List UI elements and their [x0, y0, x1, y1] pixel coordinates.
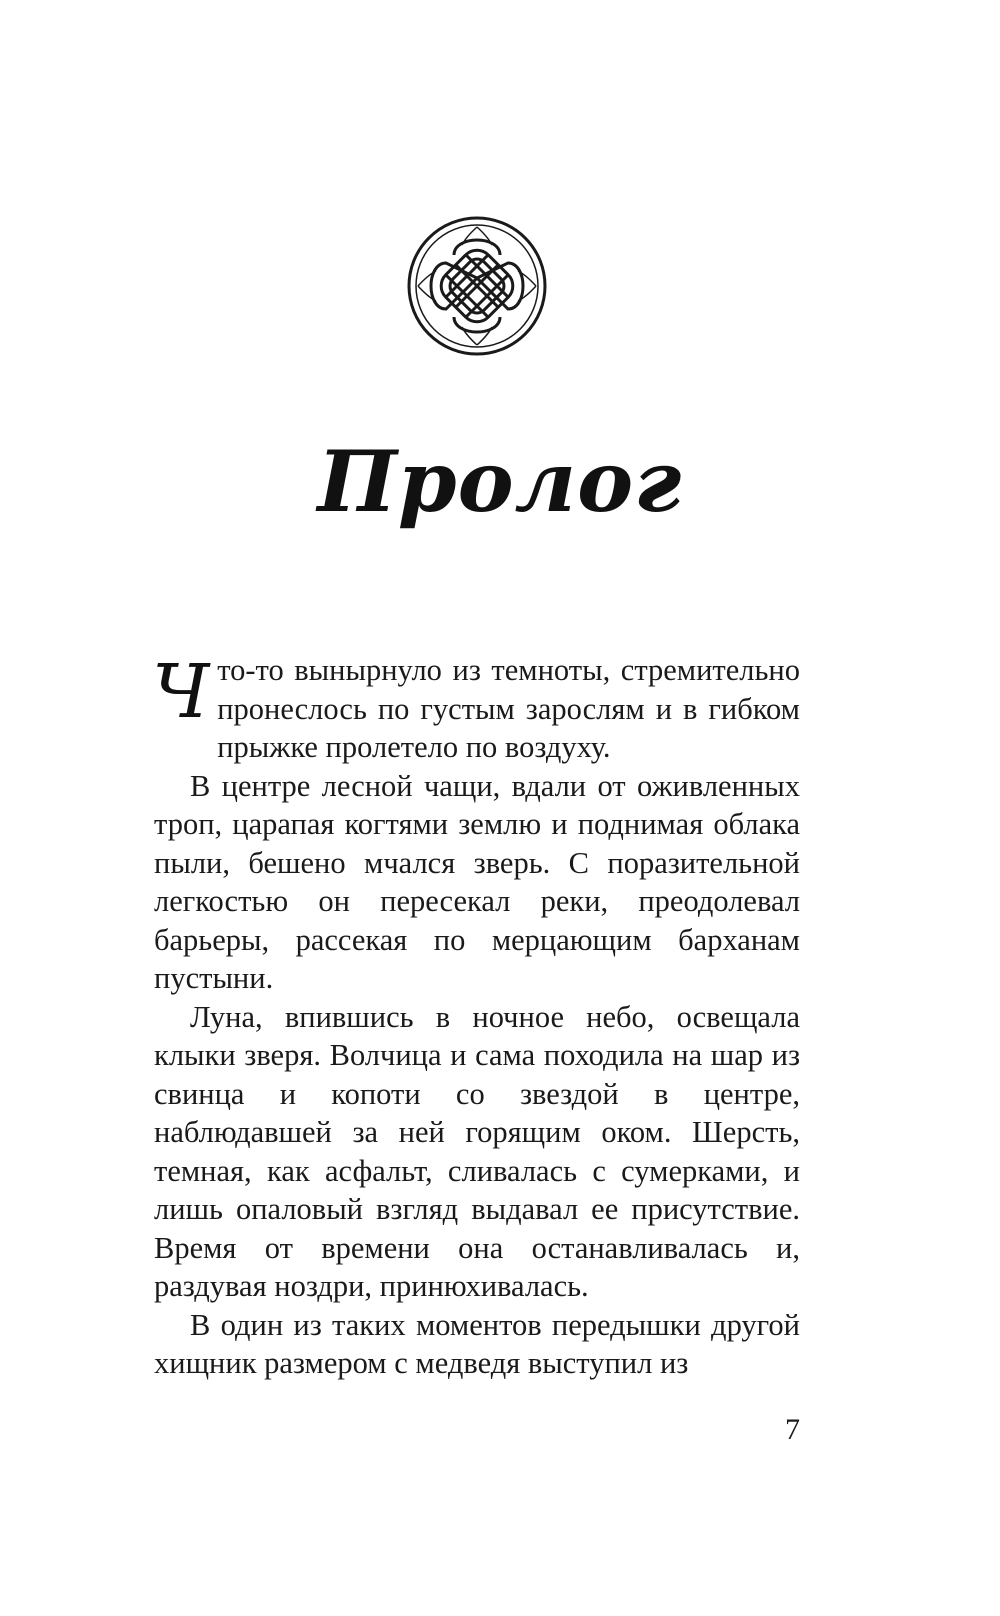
drop-cap: Ч	[152, 649, 210, 735]
chapter-ornament-icon	[406, 215, 548, 357]
page-number: 7	[785, 1413, 800, 1446]
chapter-title: Пролог	[317, 432, 683, 531]
body-text	[154, 651, 800, 1383]
paragraph	[154, 651, 800, 767]
paragraph: В центре лесной чащи, вдали от оживленных троп, царапая когтями землю и поднимая облака пыли, бешено мчался зверь. С поразительной легкостью он пересекал реки, преодолевал барьеры, рассекая по мерцающим барханам пустыни.	[154, 768, 800, 995]
paragraph: Луна, впившись в ночное небо, освещала клыки зверя. Волчица и сама походила на шар из свинца и копоти со звездой в центре, наблюдавшей за ней горящим оком. Шерсть, темная, как асфальт, сливалась с сумерками, и лишь опаловый взгляд выдавал ее присутствие. Время от времени она останавливалась и, раздувая ноздри, принюхивалась.	[154, 999, 800, 1303]
paragraph: В один из таких моментов передышки другой хищник размером с медведя выступил из	[154, 1307, 800, 1380]
paragraph-text: то-то вынырнуло из темноты, стремительно пронеслось по густым зарослям и в гибком прыжке пролетело по воздуху.	[217, 653, 800, 764]
